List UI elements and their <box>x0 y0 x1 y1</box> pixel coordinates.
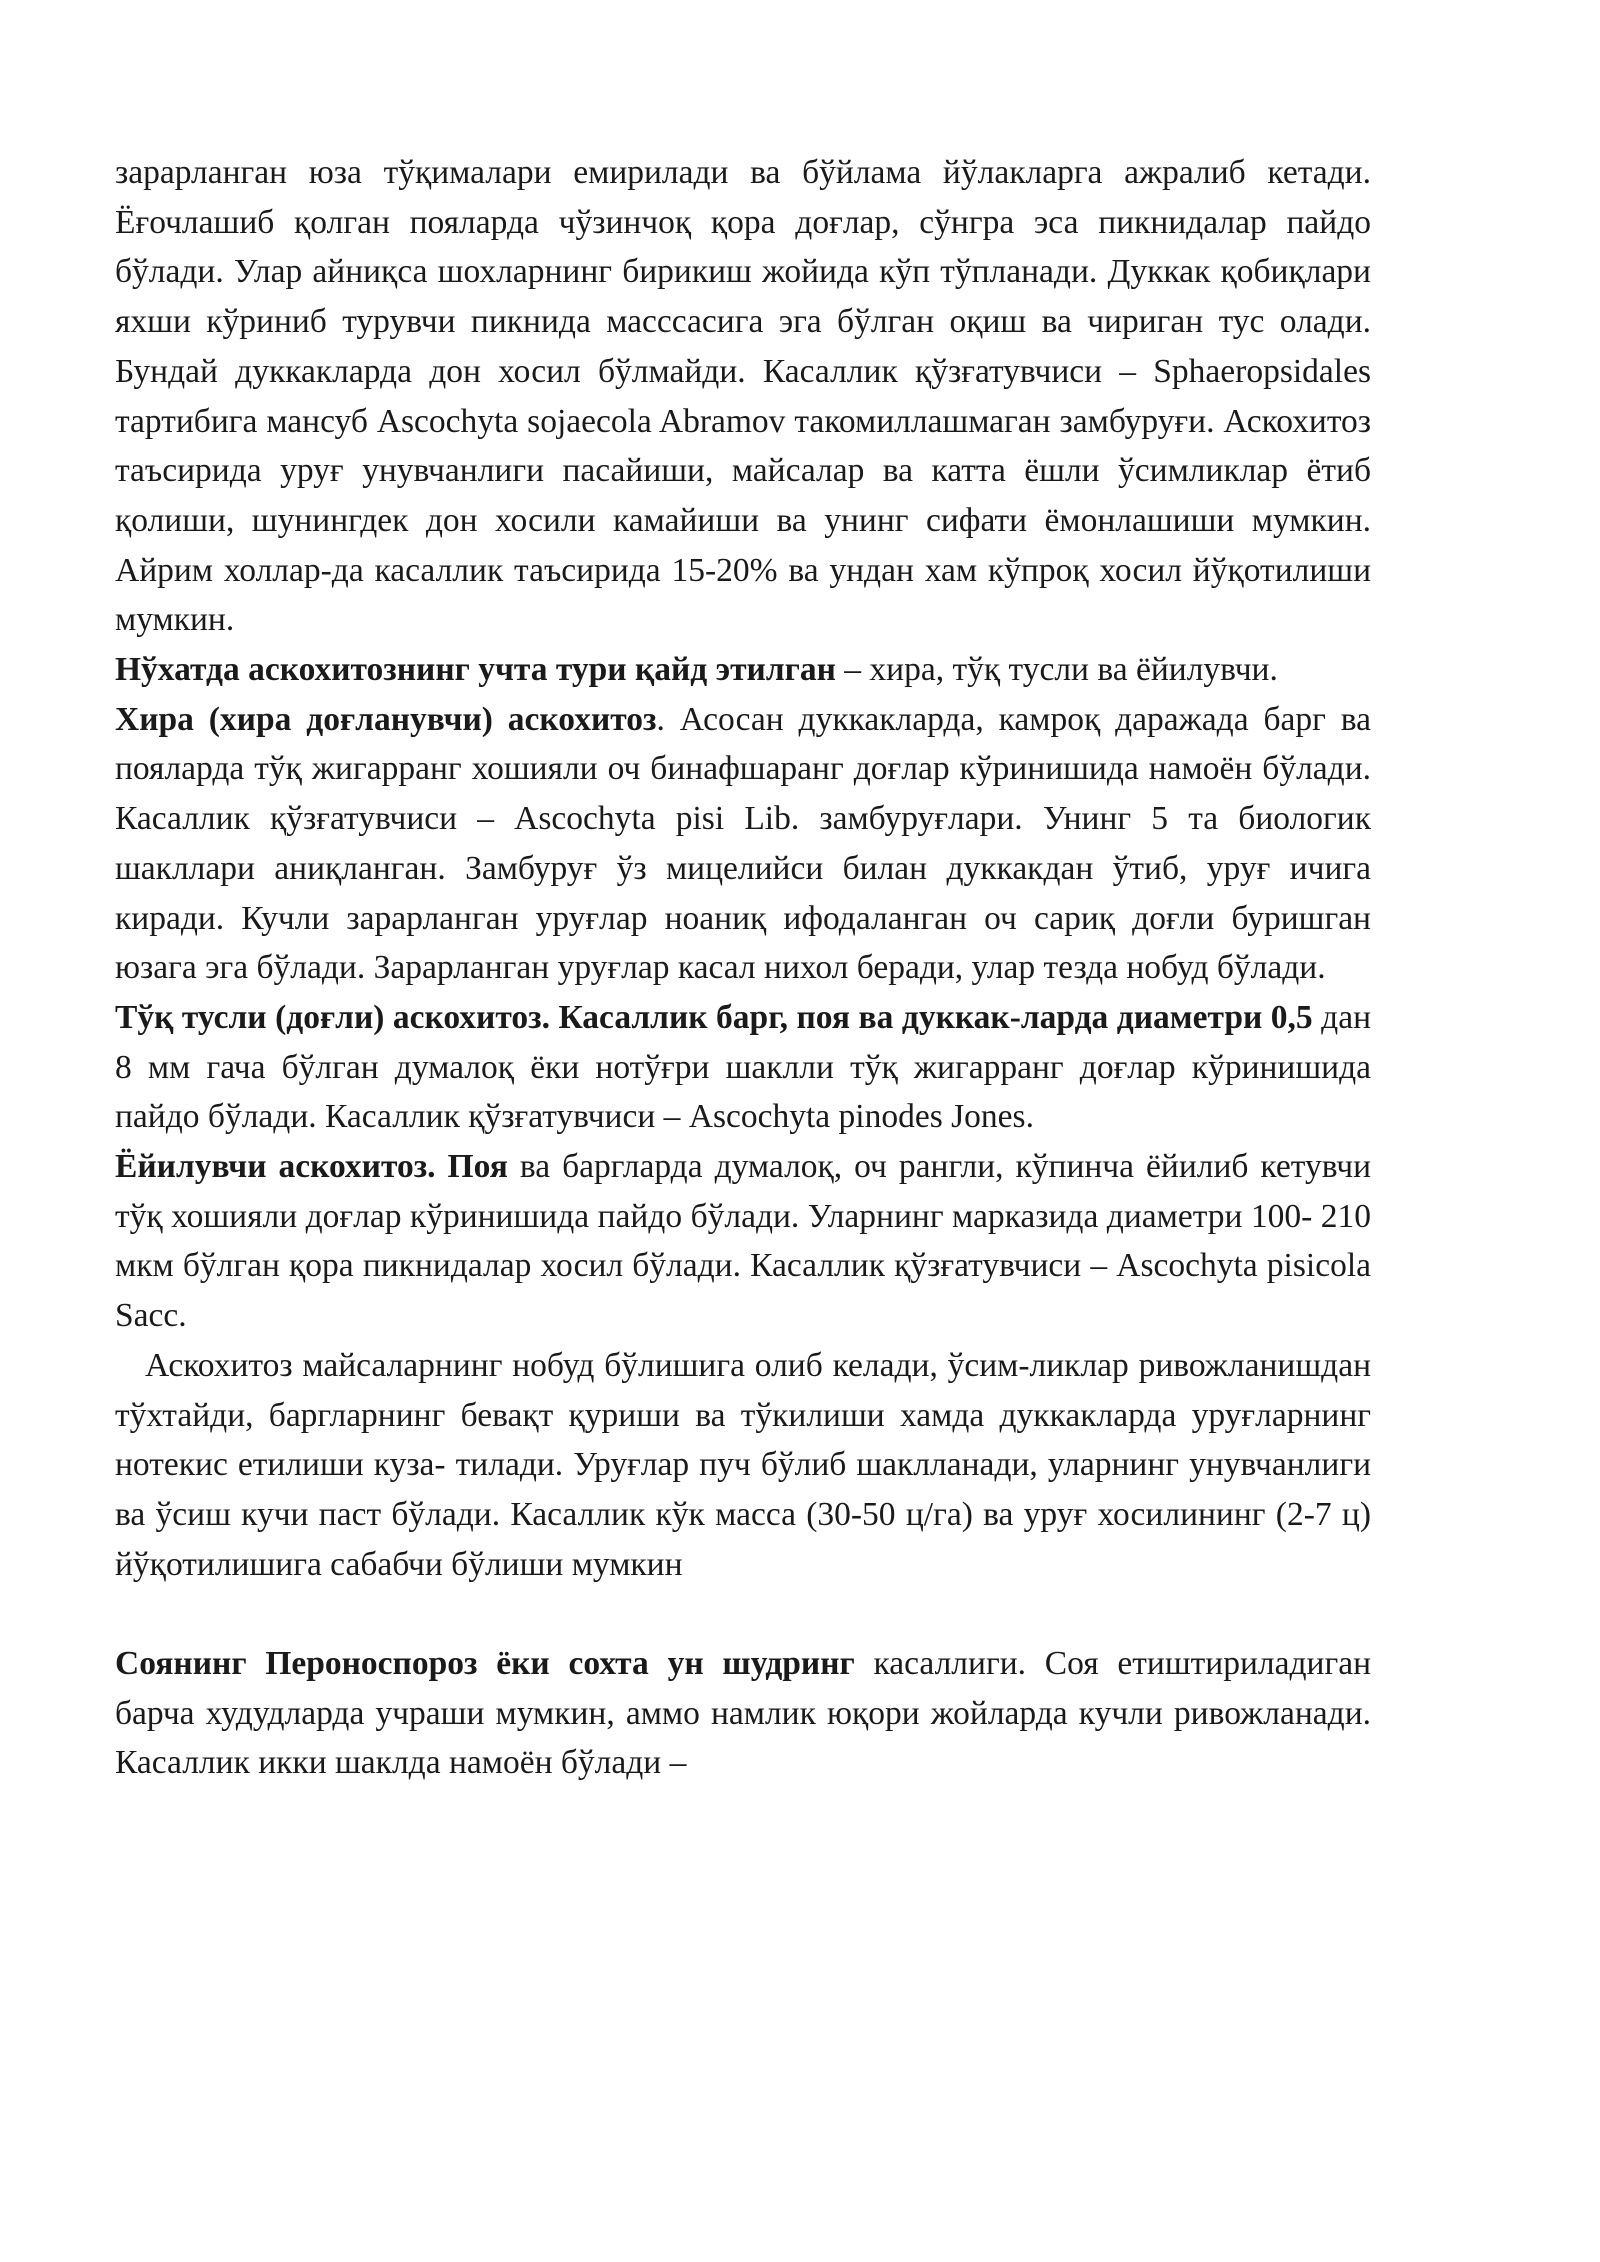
paragraph-dark-ascochytosis <box>115 993 1371 1142</box>
paragraph-peronosporosis <box>115 1639 1371 1788</box>
blank-line <box>115 1589 1371 1639</box>
paragraph-spreading-ascochytosis-text: ва баргларда думалоқ, оч рангли, кўпинча ёйилиб кетувчи тўқ хошияли доғлар кўринишида пайдо бўлади. Уларнинг марказида диаметри 100- 210 мкм бўлган қора пикнидалар хосил бўлади. Касаллик қўзғатувчиси – Ascochyta pisicola Sacc. <box>115 1148 1372 1335</box>
heading-dark-ascochytosis: Тўқ тусли (доғли) аскохитоз. Касаллик барг, поя ва дуккак-ларда диаметри 0,5 <box>115 998 1313 1036</box>
paragraph-ascochytosis-effects: Аскохитоз майсаларнинг нобуд бўлишига олиб келади, ўсим-ликлар ривожланишдан тўхтайди, баргларнинг бевақт қуриши ва тўкилиши хамда дуккакларда уруғларнинг нотекис етилиши куза- тилади. Уруғлар пуч бўлиб шаклланади, уларнинг унувчанлиги ва ўсиш кучи паст бўлади. Касаллик кўк масса (30-50 ц/га) ва уруғ хосилининг (2-7 ц) йўқотилишига сабабчи бўлиши мумкин <box>115 1346 1371 1583</box>
heading-ascochytosis-types: Нўхатда аскохитознинг учта тури қайд этилган <box>115 651 836 689</box>
document-page <box>115 148 1371 1788</box>
heading-pale-ascochytosis: Хира (хира доғланувчи) аскохитоз <box>115 700 657 738</box>
paragraph-spreading-ascochytosis <box>115 1142 1371 1341</box>
paragraph-intro: зарарланган юза тўқималари емирилади ва бўйлама йўлакларга ажралиб кетади. Ёғочлашиб қолган пояларда чўзинчоқ қора доғлар, сўнгра эса пикнидалар пайдо бўлади. Улар айниқса шохларнинг бирикиш жойида кўп тўпланади. Дуккак қобиқлари яхши кўриниб турувчи пикнида масссасига эга бўлган оқиш ва чириган тус олади. Бундай дуккакларда дон хосил бўлмайди. Касаллик қўзғатувчиси – Sphaeropsidales тартибига мансуб Ascochyta sojaecola Abramov такомиллашмаган замбуруғи. Аскохитоз таъсирида уруғ унувчанлиги пасайиши, майсалар ва катта ёшли ўсимликлар ётиб қолиши, шунингдек дон хосили камайиши ва унинг сифати ёмонлашиши мумкин. Айрим холлар-да касаллик таъсирида 15-20% ва ундан хам кўпроқ хосил йўқотилиши мумкин. <box>115 154 1371 639</box>
heading-spreading-ascochytosis: Ёйилувчи аскохитоз. Поя <box>115 1148 508 1186</box>
paragraph-peronosporosis-text: касаллиги. Соя етиштириладиган барча худудларда учраши мумкин, аммо намлик юқори жойларда кучли ривожланади. Касаллик икки шаклда намоён бўлади – <box>115 1645 1371 1782</box>
paragraph-ascochytosis-types <box>115 645 1371 695</box>
paragraph-dark-ascochytosis-text: дан 8 мм гача бўлган думалоқ ёки нотўғри шаклли тўқ жигарранг доғлар кўринишида пайдо бўлади. Касаллик қўзғатувчиси – Ascochyta pinodes Jones. <box>115 998 1371 1136</box>
heading-peronosporosis: Соянинг Пероноспороз ёки сохта ун шудринг <box>115 1645 855 1683</box>
paragraph-pale-ascochytosis <box>115 695 1371 993</box>
paragraph-pale-ascochytosis-text: . Асосан дуккакларда, камроқ даражада барг ва пояларда тўқ жигарранг хошияли оч бинафшаранг доғлар кўринишида намоён бўлади. Касаллик қўзғатувчиси – Ascochyta pisi Lib. замбуруғлари. Унинг 5 та биологик шакллари аниқланган. Замбуруғ ўз мицелийси билан дуккакдан ўтиб, уруғ ичига киради. Кучли зарарланган уруғлар ноаниқ ифодаланган оч сариқ доғли буришган юзага эга бўлади. Зарарланган уруғлар касал нихол беради, улар тезда нобуд бўлади. <box>115 700 1372 987</box>
paragraph-ascochytosis-types-text: – хира, тўқ тусли ва ёйилувчи. <box>835 651 1278 689</box>
